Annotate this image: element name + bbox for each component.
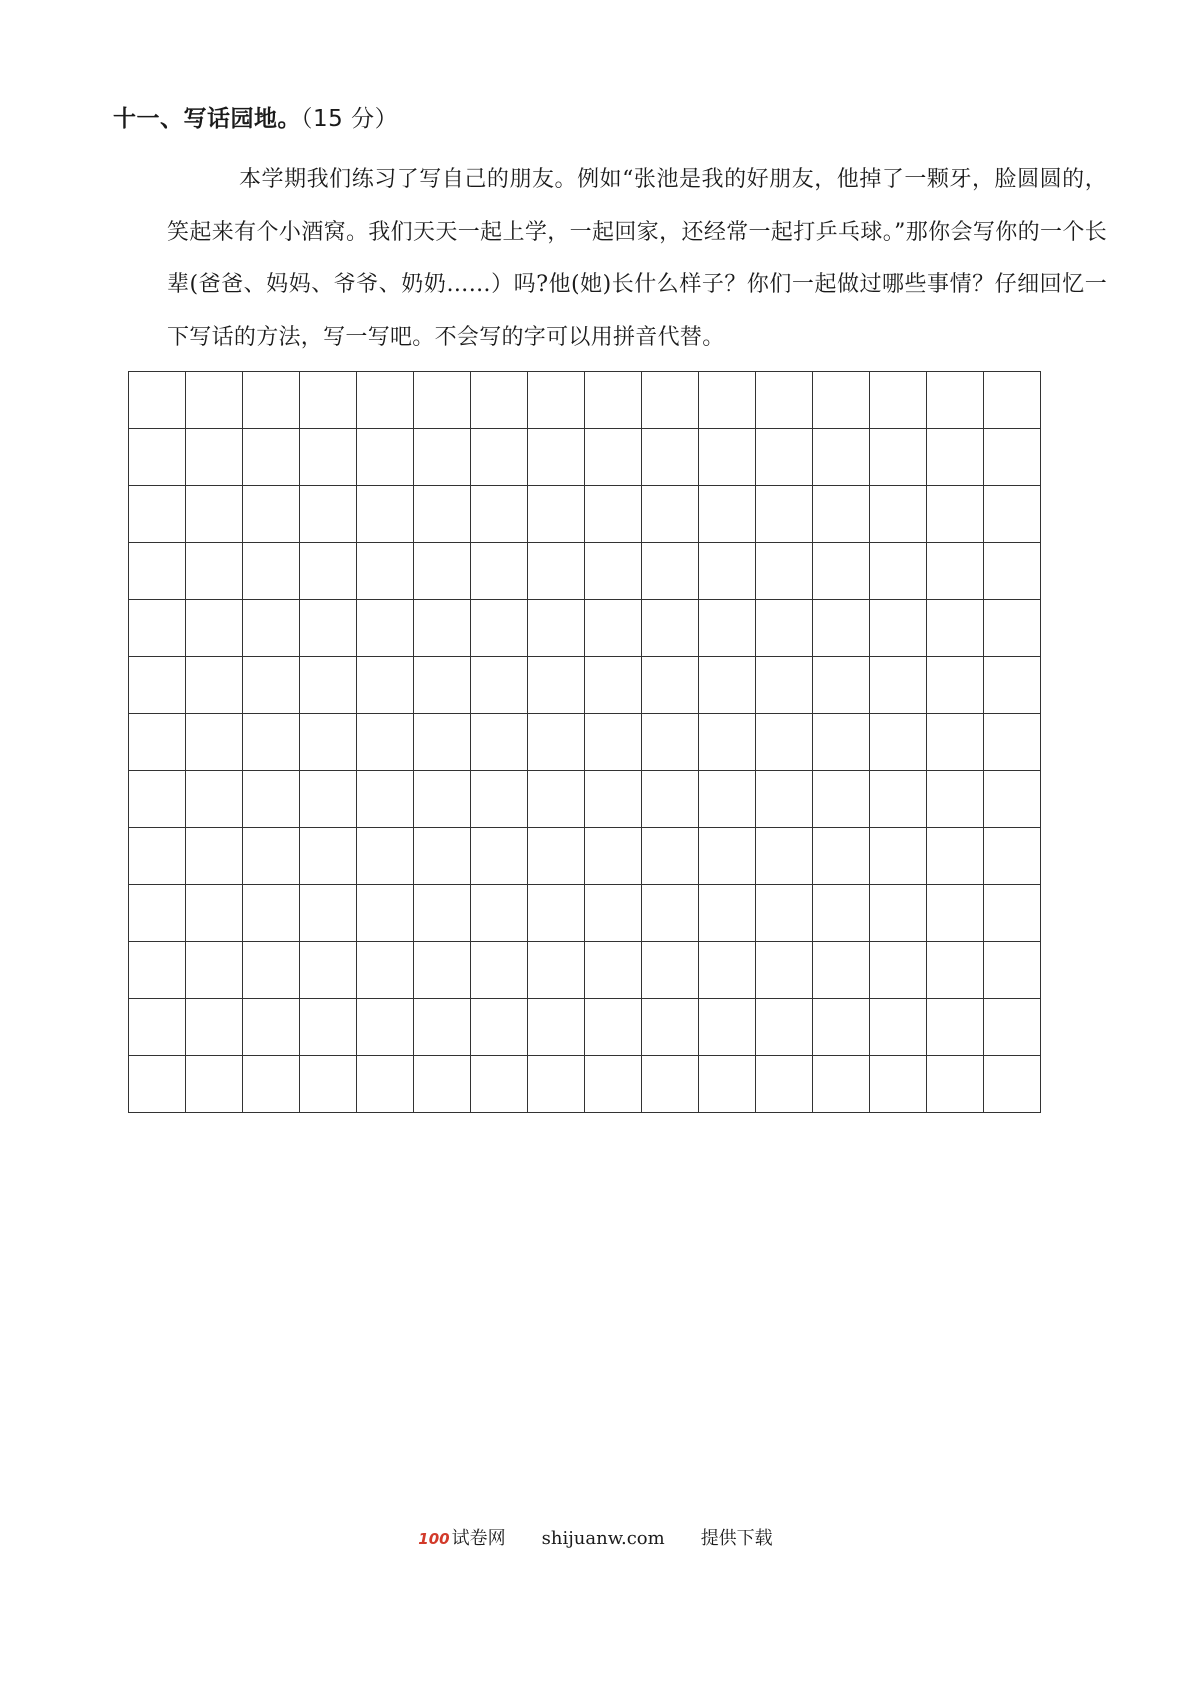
grid-cell[interactable]	[243, 372, 300, 429]
grid-cell[interactable]	[300, 714, 357, 771]
grid-cell[interactable]	[870, 885, 927, 942]
grid-cell[interactable]	[414, 999, 471, 1056]
grid-cell[interactable]	[243, 657, 300, 714]
grid-cell[interactable]	[414, 372, 471, 429]
grid-row	[129, 486, 1041, 543]
grid-cell[interactable]	[186, 1056, 243, 1113]
grid-cell[interactable]	[186, 942, 243, 999]
grid-cell[interactable]	[756, 942, 813, 999]
grid-cell[interactable]	[528, 543, 585, 600]
grid-cell[interactable]	[642, 828, 699, 885]
grid-cell[interactable]	[129, 486, 186, 543]
grid-cell[interactable]	[984, 828, 1041, 885]
grid-cell[interactable]	[813, 600, 870, 657]
grid-cell[interactable]	[585, 657, 642, 714]
site-logo: 100	[418, 1530, 450, 1548]
grid-cell[interactable]	[129, 771, 186, 828]
grid-cell[interactable]	[870, 600, 927, 657]
grid-cell[interactable]	[870, 543, 927, 600]
grid-cell[interactable]	[585, 714, 642, 771]
grid-cell[interactable]	[471, 771, 528, 828]
grid-cell[interactable]	[243, 714, 300, 771]
grid-row	[129, 1056, 1041, 1113]
section-heading	[113, 100, 398, 133]
grid-cell[interactable]	[243, 543, 300, 600]
grid-cell[interactable]	[300, 885, 357, 942]
grid-cell[interactable]	[357, 486, 414, 543]
grid-cell[interactable]	[186, 372, 243, 429]
grid-cell[interactable]	[357, 429, 414, 486]
grid-cell[interactable]	[528, 1056, 585, 1113]
grid-cell[interactable]	[414, 714, 471, 771]
grid-cell[interactable]	[927, 1056, 984, 1113]
grid-cell[interactable]	[129, 1056, 186, 1113]
grid-cell[interactable]	[642, 543, 699, 600]
grid-cell[interactable]	[699, 828, 756, 885]
grid-cell[interactable]	[528, 885, 585, 942]
grid-cell[interactable]	[357, 657, 414, 714]
grid-cell[interactable]	[699, 657, 756, 714]
grid-cell[interactable]	[357, 372, 414, 429]
grid-row	[129, 657, 1041, 714]
grid-cell[interactable]	[927, 600, 984, 657]
grid-cell[interactable]	[471, 543, 528, 600]
grid-cell[interactable]	[186, 486, 243, 543]
grid-cell[interactable]	[186, 885, 243, 942]
grid-cell[interactable]	[243, 771, 300, 828]
grid-cell[interactable]	[699, 999, 756, 1056]
grid-cell[interactable]	[414, 486, 471, 543]
grid-cell[interactable]	[129, 543, 186, 600]
grid-cell[interactable]	[870, 999, 927, 1056]
grid-cell[interactable]	[813, 543, 870, 600]
grid-cell[interactable]	[300, 942, 357, 999]
grid-cell[interactable]	[528, 372, 585, 429]
writing-grid[interactable]	[128, 371, 1041, 1113]
grid-cell[interactable]	[528, 999, 585, 1056]
grid-cell[interactable]	[870, 657, 927, 714]
grid-cell[interactable]	[984, 600, 1041, 657]
grid-cell[interactable]	[756, 429, 813, 486]
grid-cell[interactable]	[528, 828, 585, 885]
grid-cell[interactable]	[699, 429, 756, 486]
grid-cell[interactable]	[186, 657, 243, 714]
grid-cell[interactable]	[756, 714, 813, 771]
grid-cell[interactable]	[357, 942, 414, 999]
grid-cell[interactable]	[813, 885, 870, 942]
grid-cell[interactable]	[129, 714, 186, 771]
grid-cell[interactable]	[585, 543, 642, 600]
grid-cell[interactable]	[642, 429, 699, 486]
grid-cell[interactable]	[585, 771, 642, 828]
grid-row	[129, 714, 1041, 771]
grid-cell[interactable]	[300, 1056, 357, 1113]
grid-cell[interactable]	[870, 828, 927, 885]
grid-cell[interactable]	[186, 999, 243, 1056]
grid-cell[interactable]	[699, 771, 756, 828]
grid-cell[interactable]	[471, 657, 528, 714]
grid-cell[interactable]	[870, 1056, 927, 1113]
grid-row	[129, 999, 1041, 1056]
grid-cell[interactable]	[471, 429, 528, 486]
grid-cell[interactable]	[585, 486, 642, 543]
grid-cell[interactable]	[528, 429, 585, 486]
grid-row	[129, 885, 1041, 942]
grid-cell[interactable]	[186, 429, 243, 486]
grid-cell[interactable]	[984, 1056, 1041, 1113]
grid-cell[interactable]	[984, 714, 1041, 771]
grid-cell[interactable]	[927, 486, 984, 543]
grid-cell[interactable]	[300, 429, 357, 486]
grid-cell[interactable]	[357, 885, 414, 942]
grid-cell[interactable]	[243, 429, 300, 486]
grid-cell[interactable]	[129, 885, 186, 942]
grid-cell[interactable]	[243, 942, 300, 999]
grid-cell[interactable]	[471, 942, 528, 999]
grid-cell[interactable]	[984, 486, 1041, 543]
grid-cell[interactable]	[357, 1056, 414, 1113]
grid-cell[interactable]	[300, 372, 357, 429]
grid-cell[interactable]	[870, 372, 927, 429]
footer-note: 提供下载	[700, 1528, 773, 1549]
grid-cell[interactable]	[699, 600, 756, 657]
grid-cell[interactable]	[870, 486, 927, 543]
grid-cell[interactable]	[528, 486, 585, 543]
grid-cell[interactable]	[756, 486, 813, 543]
grid-cell[interactable]	[813, 429, 870, 486]
grid-cell[interactable]	[756, 543, 813, 600]
grid-cell[interactable]	[357, 828, 414, 885]
grid-cell[interactable]	[756, 1056, 813, 1113]
grid-cell[interactable]	[756, 828, 813, 885]
grid-cell[interactable]	[357, 600, 414, 657]
grid-cell[interactable]	[414, 885, 471, 942]
grid-cell[interactable]	[585, 828, 642, 885]
grid-cell[interactable]	[984, 999, 1041, 1056]
grid-cell[interactable]	[585, 999, 642, 1056]
grid-cell[interactable]	[186, 543, 243, 600]
grid-cell[interactable]	[927, 942, 984, 999]
grid-row	[129, 828, 1041, 885]
grid-cell[interactable]	[813, 486, 870, 543]
grid-cell[interactable]	[528, 714, 585, 771]
grid-cell[interactable]	[129, 828, 186, 885]
grid-cell[interactable]	[471, 486, 528, 543]
grid-cell[interactable]	[984, 771, 1041, 828]
grid-cell[interactable]	[642, 714, 699, 771]
grid-cell[interactable]	[870, 714, 927, 771]
grid-cell[interactable]	[699, 942, 756, 999]
grid-cell[interactable]	[357, 714, 414, 771]
grid-cell[interactable]	[186, 771, 243, 828]
grid-row	[129, 600, 1041, 657]
grid-cell[interactable]	[984, 372, 1041, 429]
grid-cell[interactable]	[813, 1056, 870, 1113]
grid-cell[interactable]	[129, 372, 186, 429]
grid-cell[interactable]	[585, 942, 642, 999]
footer-url: shijuanw.com	[541, 1528, 665, 1549]
grid-cell[interactable]	[471, 999, 528, 1056]
grid-cell[interactable]	[528, 600, 585, 657]
grid-cell[interactable]	[129, 657, 186, 714]
section-title: 十一、写话园地。	[113, 106, 301, 132]
grid-cell[interactable]	[528, 657, 585, 714]
grid-cell[interactable]	[300, 657, 357, 714]
grid-cell[interactable]	[927, 999, 984, 1056]
grid-cell[interactable]	[642, 999, 699, 1056]
grid-cell[interactable]	[699, 885, 756, 942]
grid-cell[interactable]	[699, 486, 756, 543]
grid-row	[129, 543, 1041, 600]
grid-cell[interactable]	[642, 657, 699, 714]
grid-cell[interactable]	[984, 543, 1041, 600]
grid-cell[interactable]	[813, 657, 870, 714]
grid-cell[interactable]	[756, 771, 813, 828]
grid-cell[interactable]	[585, 885, 642, 942]
grid-cell[interactable]	[756, 999, 813, 1056]
grid-cell[interactable]	[927, 714, 984, 771]
grid-cell[interactable]	[927, 543, 984, 600]
page-footer	[0, 1524, 1191, 1550]
grid-cell[interactable]	[414, 543, 471, 600]
grid-cell[interactable]	[813, 828, 870, 885]
grid-cell[interactable]	[471, 1056, 528, 1113]
grid-cell[interactable]	[927, 885, 984, 942]
grid-cell[interactable]	[756, 600, 813, 657]
grid-cell[interactable]	[927, 771, 984, 828]
grid-row	[129, 771, 1041, 828]
grid-cell[interactable]	[642, 372, 699, 429]
grid-cell[interactable]	[471, 600, 528, 657]
grid-cell[interactable]	[300, 486, 357, 543]
grid-cell[interactable]	[642, 885, 699, 942]
grid-cell[interactable]	[471, 885, 528, 942]
grid-cell[interactable]	[642, 942, 699, 999]
grid-cell[interactable]	[186, 600, 243, 657]
grid-cell[interactable]	[813, 372, 870, 429]
grid-cell[interactable]	[300, 999, 357, 1056]
grid-cell[interactable]	[756, 657, 813, 714]
grid-cell[interactable]	[927, 657, 984, 714]
grid-cell[interactable]	[699, 714, 756, 771]
grid-cell[interactable]	[870, 942, 927, 999]
grid-cell[interactable]	[642, 1056, 699, 1113]
grid-cell[interactable]	[870, 771, 927, 828]
grid-cell[interactable]	[243, 999, 300, 1056]
grid-cell[interactable]	[471, 372, 528, 429]
grid-cell[interactable]	[870, 429, 927, 486]
grid-cell[interactable]	[129, 429, 186, 486]
grid-cell[interactable]	[927, 828, 984, 885]
grid-cell[interactable]	[414, 600, 471, 657]
grid-cell[interactable]	[528, 942, 585, 999]
grid-cell[interactable]	[243, 600, 300, 657]
grid-cell[interactable]	[414, 1056, 471, 1113]
footer-site-name: 试卷网	[451, 1528, 506, 1549]
grid-cell[interactable]	[756, 885, 813, 942]
grid-cell[interactable]	[585, 372, 642, 429]
grid-cell[interactable]	[414, 828, 471, 885]
grid-cell[interactable]	[642, 771, 699, 828]
grid-cell[interactable]	[756, 372, 813, 429]
grid-cell[interactable]	[699, 372, 756, 429]
grid-cell[interactable]	[984, 429, 1041, 486]
grid-cell[interactable]	[927, 429, 984, 486]
grid-cell[interactable]	[699, 543, 756, 600]
grid-cell[interactable]	[813, 999, 870, 1056]
grid-cell[interactable]	[585, 1056, 642, 1113]
grid-cell[interactable]	[186, 828, 243, 885]
grid-cell[interactable]	[186, 714, 243, 771]
grid-cell[interactable]	[528, 771, 585, 828]
grid-cell[interactable]	[585, 429, 642, 486]
grid-cell[interactable]	[813, 714, 870, 771]
grid-cell[interactable]	[300, 600, 357, 657]
grid-cell[interactable]	[243, 1056, 300, 1113]
grid-cell[interactable]	[984, 942, 1041, 999]
grid-cell[interactable]	[471, 714, 528, 771]
section-score: （15 分）	[301, 106, 399, 132]
grid-cell[interactable]	[585, 600, 642, 657]
grid-row	[129, 429, 1041, 486]
grid-cell[interactable]	[300, 828, 357, 885]
writing-prompt: 本学期我们练习了写自己的朋友。例如“张池是我的好朋友，他掉了一颗牙，脸圆圆的，笑起来有个小酒窝。我们天天一起上学，一起回家，还经常一起打乒乓球。”那你会写你的一个长辈(爸爸、妈妈、爷爷、奶奶……）吗?他(她)长什么样子？你们一起做过哪些事情？仔细回忆一下写话的方法，写一写吧。不会写的字可以用拼音代替。	[167, 167, 1107, 350]
grid-cell[interactable]	[129, 942, 186, 999]
grid-cell[interactable]	[699, 1056, 756, 1113]
grid-cell[interactable]	[984, 657, 1041, 714]
grid-cell[interactable]	[357, 543, 414, 600]
grid-row	[129, 942, 1041, 999]
grid-cell[interactable]	[243, 885, 300, 942]
grid-cell[interactable]	[927, 372, 984, 429]
grid-cell[interactable]	[414, 429, 471, 486]
grid-cell[interactable]	[813, 771, 870, 828]
grid-row	[129, 372, 1041, 429]
grid-cell[interactable]	[471, 828, 528, 885]
grid-cell[interactable]	[414, 771, 471, 828]
grid-cell[interactable]	[129, 600, 186, 657]
grid-cell[interactable]	[300, 543, 357, 600]
grid-cell[interactable]	[357, 999, 414, 1056]
grid-cell[interactable]	[642, 600, 699, 657]
grid-cell[interactable]	[414, 657, 471, 714]
grid-cell[interactable]	[984, 885, 1041, 942]
grid-cell[interactable]	[300, 771, 357, 828]
grid-cell[interactable]	[813, 942, 870, 999]
grid-cell[interactable]	[243, 828, 300, 885]
grid-cell[interactable]	[129, 999, 186, 1056]
grid-cell[interactable]	[357, 771, 414, 828]
grid-cell[interactable]	[414, 942, 471, 999]
grid-cell[interactable]	[243, 486, 300, 543]
grid-cell[interactable]	[642, 486, 699, 543]
